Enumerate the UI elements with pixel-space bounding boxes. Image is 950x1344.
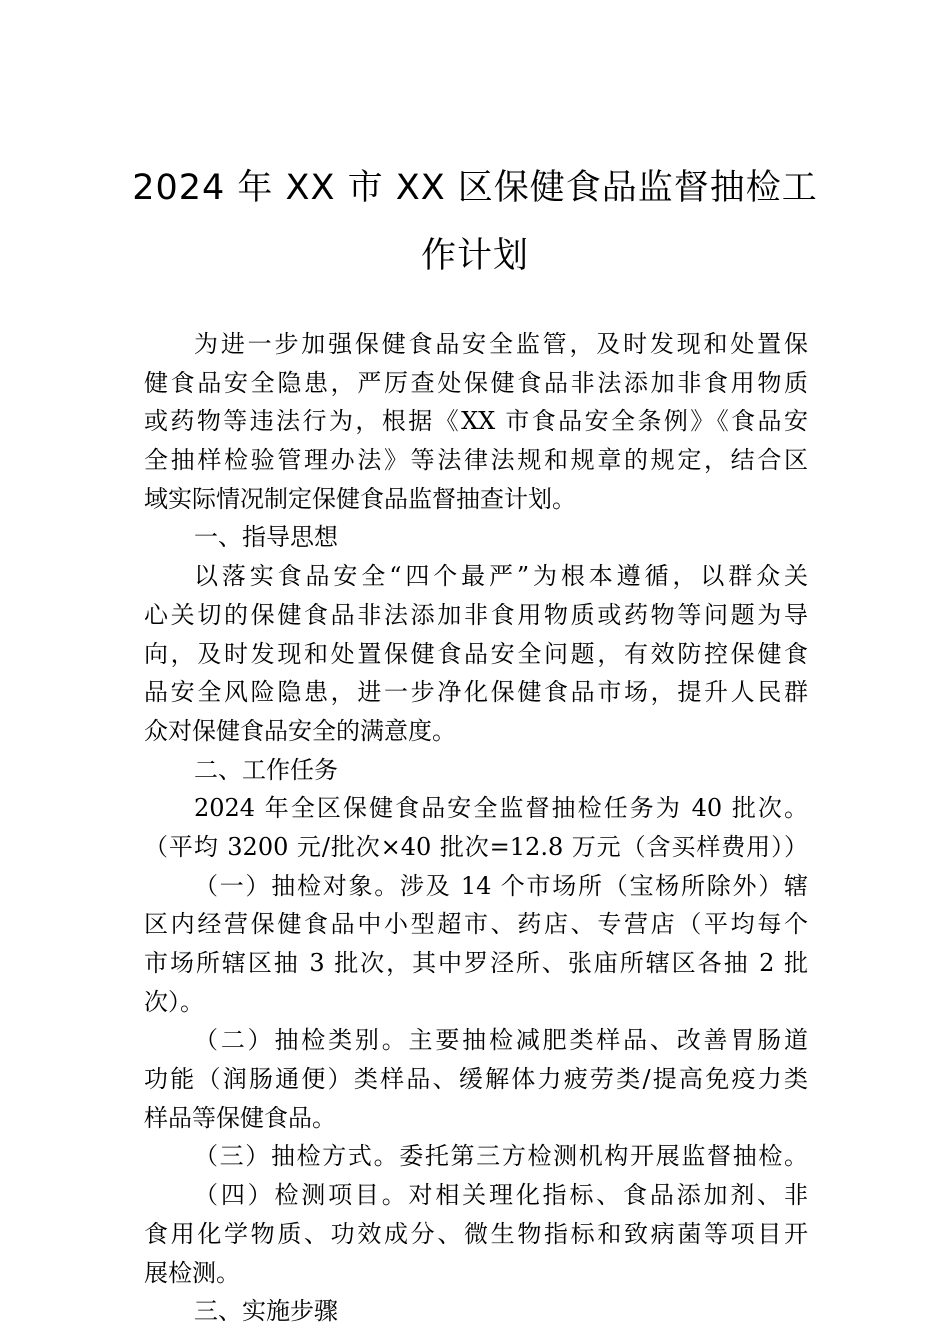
body-text-line: （一）抽检对象。涉及 14 个市场所（宝杨所除外）辖	[194, 871, 808, 900]
body-text-line: 三、实施步骤	[194, 1297, 338, 1326]
document-title-line-2: 作计划	[420, 236, 529, 276]
body-text-line: 展检测。	[144, 1258, 240, 1287]
body-text-line: 一、指导思想	[194, 523, 338, 552]
body-text-line: 品安全风险隐患，进一步净化保健食品市场，提升人民群	[144, 678, 808, 707]
body-text-line: 众对保健食品安全的满意度。	[144, 716, 456, 745]
body-text-line: 功能（润肠通便）类样品、缓解体力疲劳类/提高免疫力类	[144, 1065, 808, 1094]
body-text-line: 域实际情况制定保健食品监督抽查计划。	[144, 484, 576, 513]
body-text-line: 或药物等违法行为，根据《XX 市食品安全条例》《食品安	[144, 407, 808, 436]
body-text-line: （二）抽检类别。主要抽检减肥类样品、改善胃肠道	[194, 1026, 808, 1055]
body-text-line: 市场所辖区抽 3 批次，其中罗泾所、张庙所辖区各抽 2 批	[144, 949, 808, 977]
body-text-line: 向，及时发现和处置保健食品安全问题，有效防控保健食	[144, 639, 808, 668]
document-title-line-1: 2024 年 XX 市 XX 区保健食品监督抽检工	[132, 168, 818, 208]
document-body	[144, 325, 808, 1331]
body-text-line: 为进一步加强保健食品安全监管，及时发现和处置保	[194, 330, 808, 358]
body-text-line: （三）抽检方式。委托第三方检测机构开展监督抽检。	[194, 1142, 808, 1171]
body-text-line: 全抽样检验管理办法》等法律法规和规章的规定，结合区	[144, 446, 808, 475]
body-text-line: 健食品安全隐患，严厉查处保健食品非法添加非食用物质	[144, 368, 808, 397]
body-text-line: 以落实食品安全“四个最严”为根本遵循，以群众关	[194, 562, 808, 591]
body-text-line: （平均 3200 元/批次×40 批次=12.8 万元（含买样费用））	[144, 832, 808, 861]
body-text-line: 次）。	[144, 987, 204, 1016]
body-text-line: 心关切的保健食品非法添加非食用物质或药物等问题为导	[144, 600, 808, 629]
body-text-line: （四）检测项目。对相关理化指标、食品添加剂、非	[194, 1181, 808, 1210]
body-text-line: 食用化学物质、功效成分、微生物指标和致病菌等项目开	[144, 1219, 808, 1248]
body-text-line: 区内经营保健食品中小型超市、药店、专营店（平均每个	[144, 910, 808, 939]
body-text-line: 2024 年全区保健食品安全监督抽检任务为 40 批次。	[194, 794, 808, 823]
body-text-line: 样品等保健食品。	[144, 1103, 336, 1132]
body-text-line: 二、工作任务	[194, 755, 338, 784]
